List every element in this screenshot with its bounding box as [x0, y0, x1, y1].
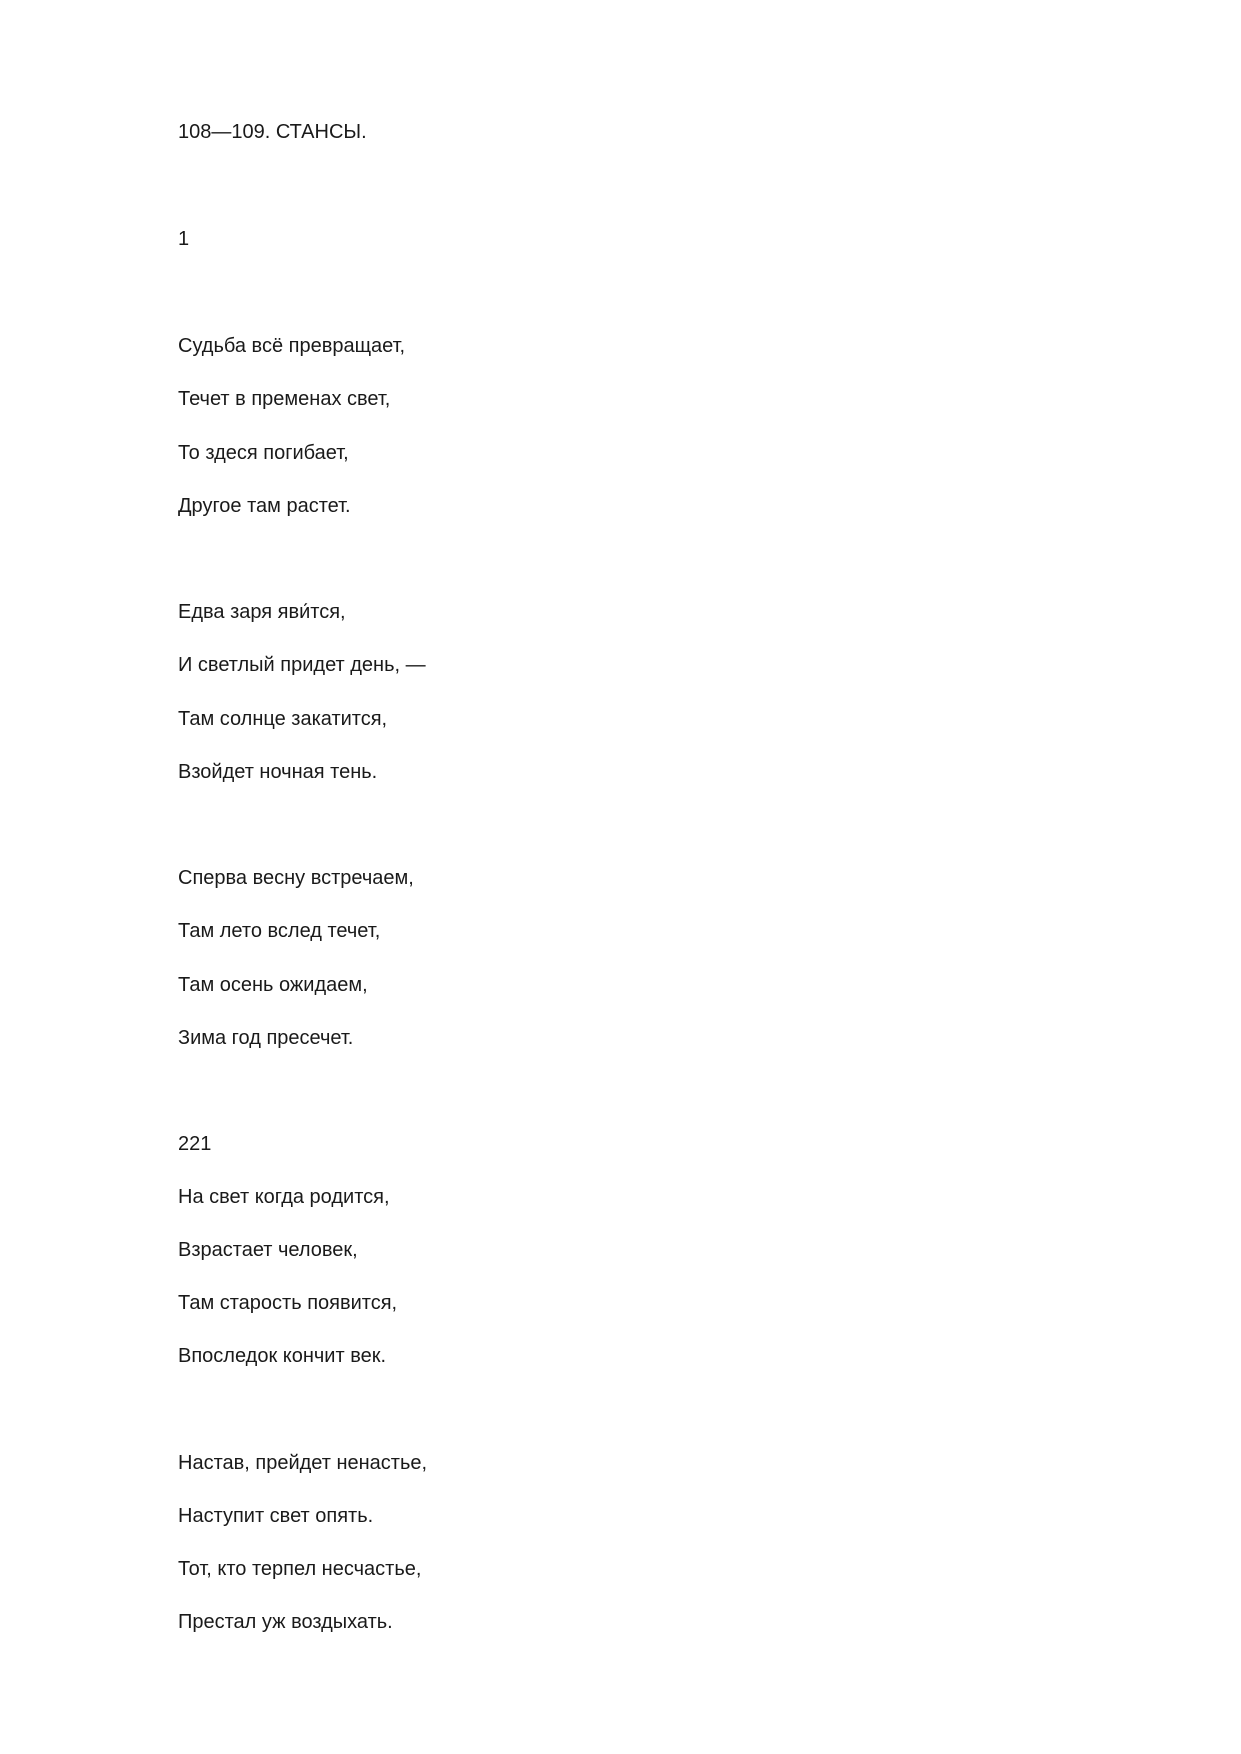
verse-line: Едва заря яви́тся,: [178, 601, 346, 623]
verse-line: И светлый придет день, —: [178, 654, 426, 676]
page-number: 221: [178, 1133, 212, 1155]
verse-line: Там солнце закатится,: [178, 708, 388, 730]
verse-line: Течет в пременах свет,: [178, 388, 391, 410]
verse-line: То здеся погибает,: [178, 442, 349, 464]
poem-heading: 108—109. СТАНСЫ.: [178, 121, 367, 143]
verse-line: Взойдет ночная тень.: [178, 761, 378, 783]
verse-line: Взрастает человек,: [178, 1239, 358, 1261]
verse-line: Престал уж воздыхать.: [178, 1611, 393, 1633]
verse-line: Зима год пресечет.: [178, 1027, 354, 1049]
verse-line: Настав, прейдет ненастье,: [178, 1452, 428, 1474]
verse-line: Другое там растет.: [178, 495, 351, 517]
verse-line: Наступит свет опять.: [178, 1505, 374, 1527]
verse-line: Там осень ожидаем,: [178, 974, 368, 996]
verse-line: Тот, кто терпел несчастье,: [178, 1558, 422, 1580]
verse-line: Судьба всё превращает,: [178, 335, 406, 357]
verse-line: Там лето вслед течет,: [178, 920, 381, 942]
verse-line: На свет когда родится,: [178, 1186, 390, 1208]
section-number: 1: [178, 228, 190, 250]
verse-line: Впоследок кончит век.: [178, 1345, 387, 1367]
verse-line: Там старость появится,: [178, 1292, 398, 1314]
verse-line: Сперва весну встречаем,: [178, 867, 414, 889]
